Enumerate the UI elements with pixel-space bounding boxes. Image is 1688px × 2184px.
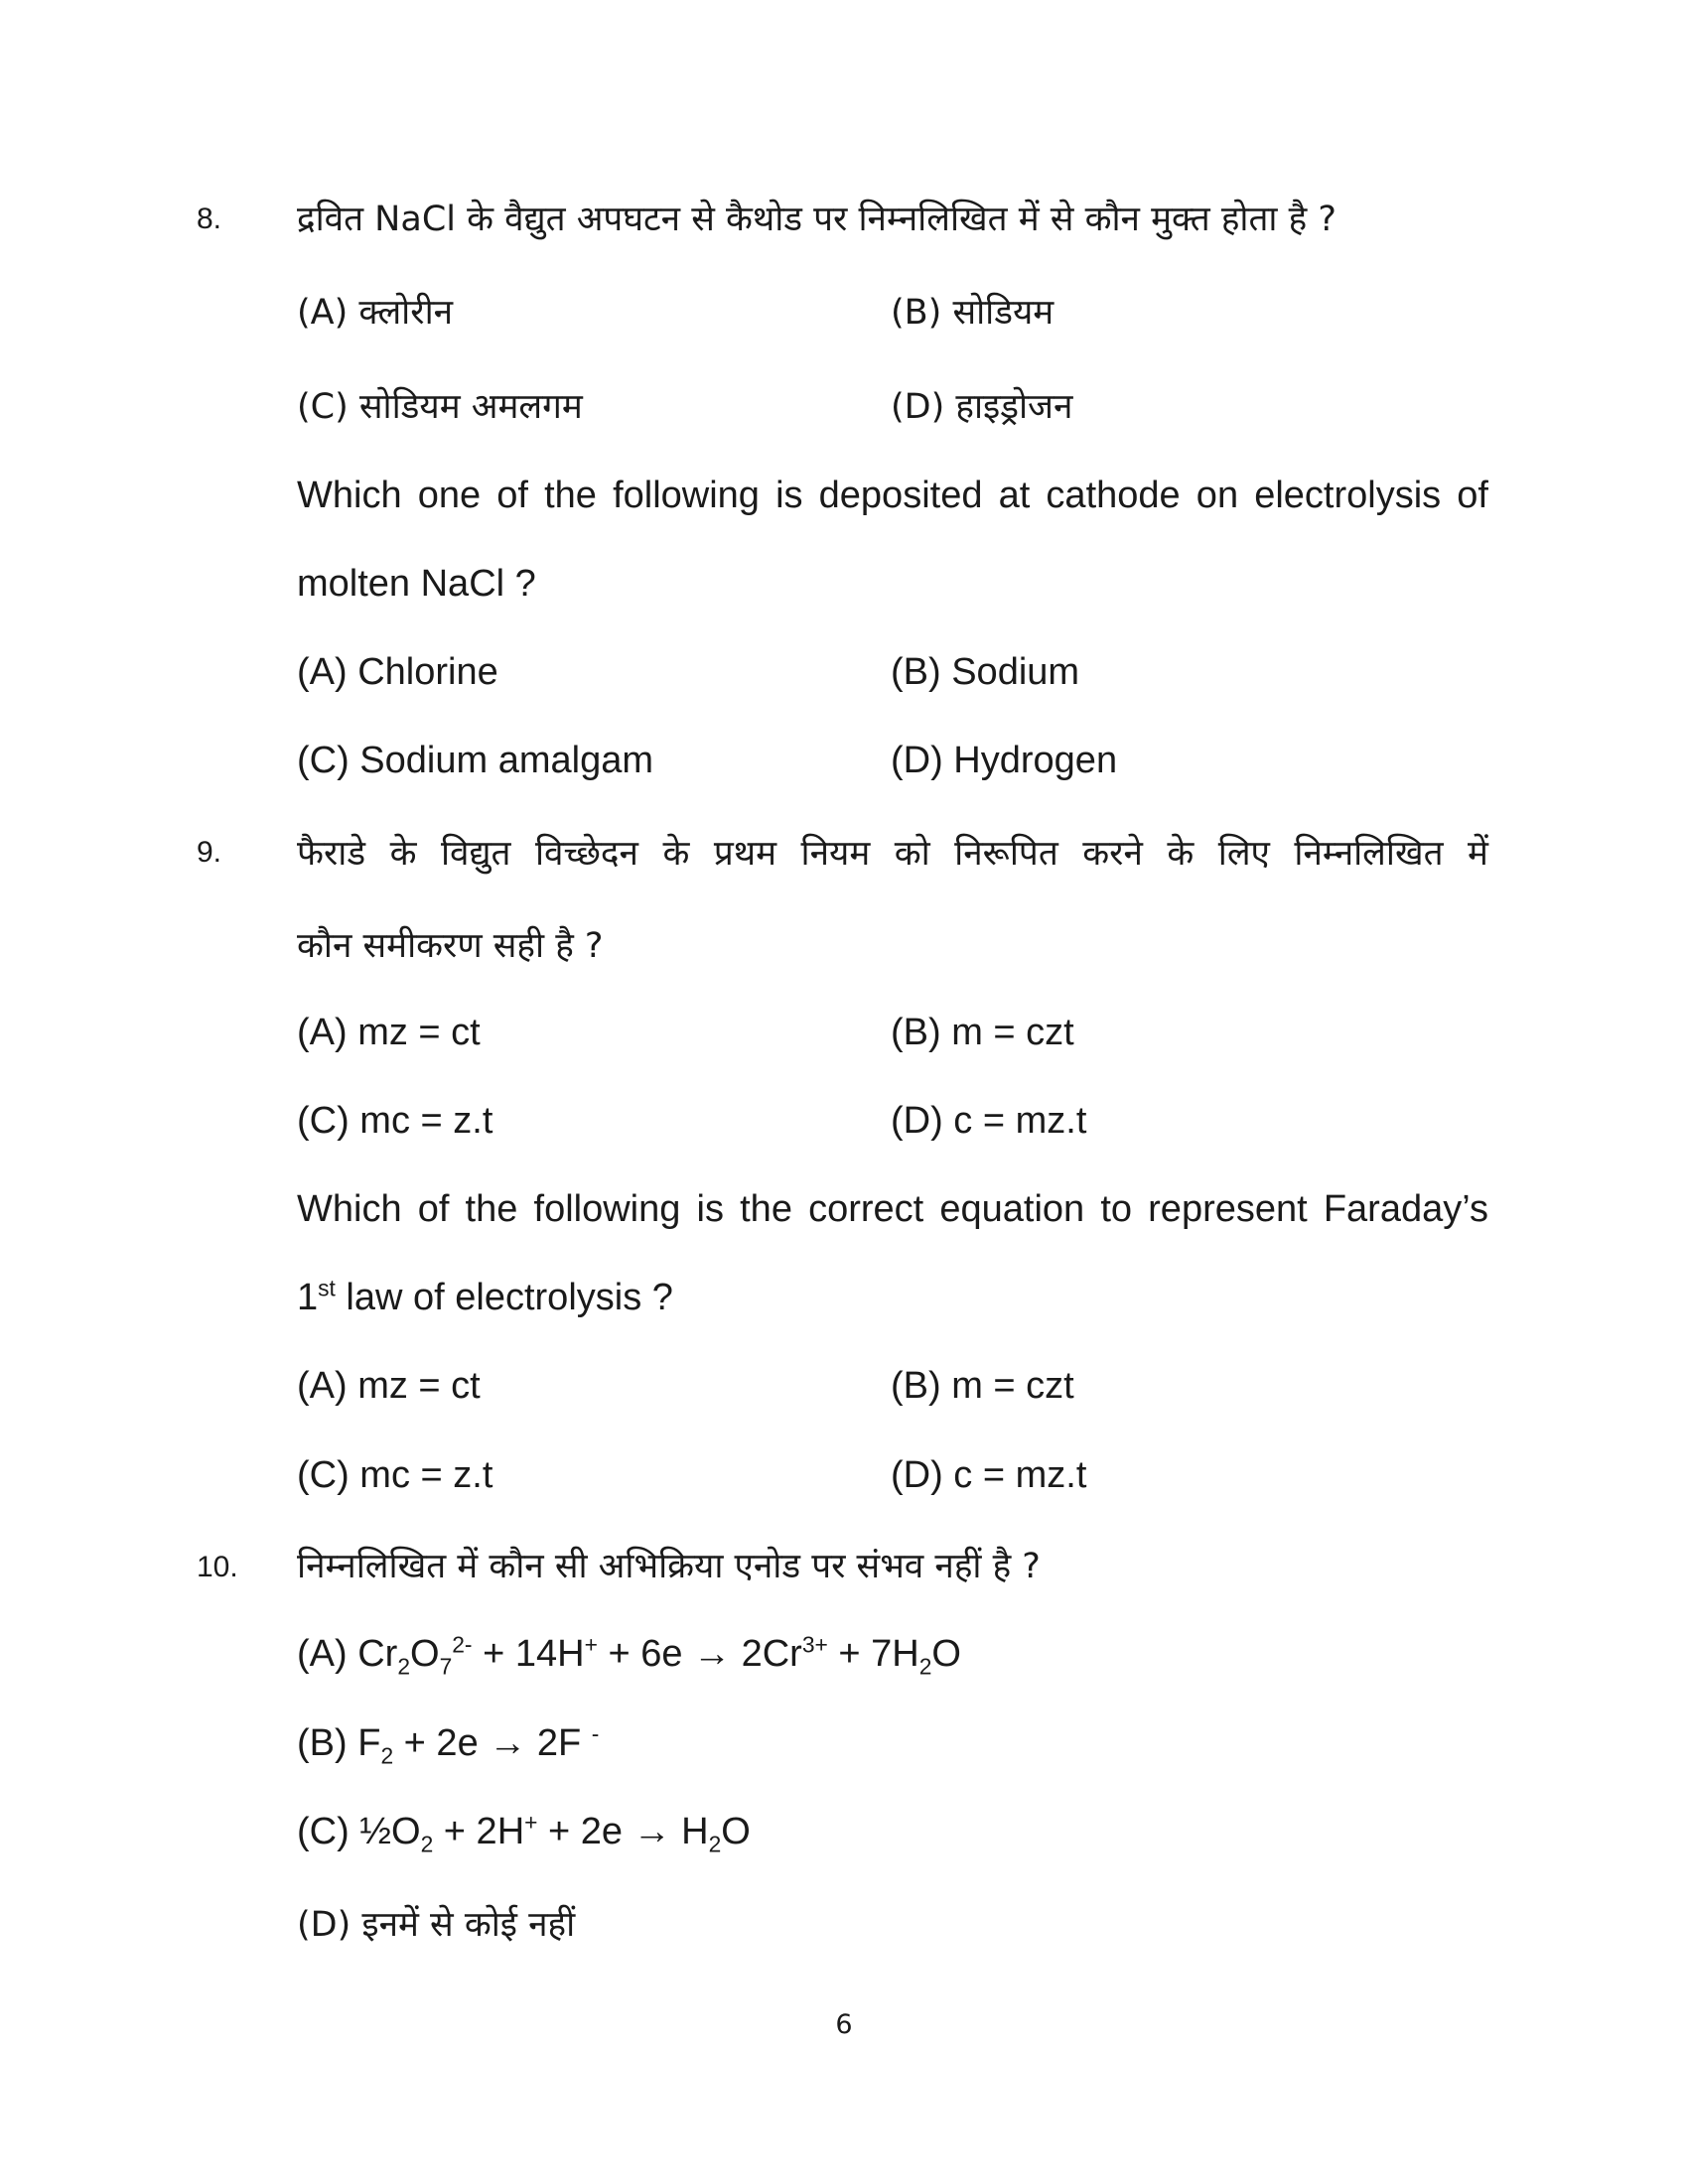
question-9-hindi-text-line2: कौन समीकरण सही है ? bbox=[297, 926, 604, 966]
question-9-hindi-option-c: (C) mc = z.t bbox=[297, 1100, 493, 1142]
question-9-english-text-line2-rest: law of electrolysis ? bbox=[335, 1277, 673, 1318]
question-10-option-b: (B) $F_2 + 2e \to 2F$ - bbox=[297, 1720, 600, 1769]
question-10-option-c: (C) $\frac{1}{2}O_2 + 2H^+ + 2e \to H_2O$ bbox=[297, 1809, 751, 1857]
ordinal-number: 1 bbox=[297, 1277, 319, 1318]
arrow-right-icon: → bbox=[489, 1722, 527, 1764]
question-9-english-text-line1: Which of the following is the correct equation to represent Faraday’s bbox=[297, 1188, 1488, 1230]
question-9-hindi-option-a: (A) mz = ct bbox=[297, 1012, 481, 1053]
question-9-hindi-text-line1: फैराडे के विद्युत विच्छेदन के प्रथम नियम को निरूपित करने के लिए निम्नलिखित में bbox=[297, 834, 1488, 874]
question-10-option-d: (D) इनमें से कोई नहीं bbox=[297, 1905, 576, 1945]
question-9-english-option-d: (D) c = mz.t bbox=[891, 1454, 1087, 1496]
question-9-english-text-line2 bbox=[297, 1277, 673, 1319]
question-9-hindi-option-d: (D) c = mz.t bbox=[891, 1100, 1087, 1142]
question-10-hindi-text: निम्नलिखित में कौन सी अभिक्रिया एनोड पर संभव नहीं है ? bbox=[297, 1547, 1041, 1586]
question-8-english-text-line2: molten NaCl ? bbox=[297, 563, 536, 605]
question-9-english-option-a: (A) mz = ct bbox=[297, 1365, 481, 1407]
question-8-hindi-text: द्रवित NaCl के वैद्युत अपघटन से कैथोड पर निम्नलिखित में से कौन मुक्त होता है ? bbox=[297, 200, 1336, 239]
arrow-right-icon: → bbox=[633, 1811, 671, 1852]
question-8-english-option-d: (D) Hydrogen bbox=[891, 740, 1118, 781]
question-10-option-a: (A) $Cr_2O_7^{2-} + 14H^+ + 6e \to 2Cr^{3+} + 7H_2O$ bbox=[297, 1631, 961, 1680]
question-8-hindi-option-a: (A) क्लोरीन bbox=[297, 293, 454, 333]
ordinal-suffix: st bbox=[318, 1275, 336, 1301]
question-8-english-option-a: (A) Chlorine bbox=[297, 651, 498, 693]
question-9-english-option-c: (C) mc = z.t bbox=[297, 1454, 493, 1496]
question-8-hindi-option-b: (B) सोडियम bbox=[891, 293, 1055, 333]
question-8-hindi-option-c: (C) सोडियम अमलगम bbox=[297, 387, 583, 427]
question-8-english-option-c: (C) Sodium amalgam bbox=[297, 740, 653, 781]
arrow-right-icon: → bbox=[693, 1633, 732, 1675]
question-10-number: 10. bbox=[197, 1551, 238, 1583]
question-8-english-option-b: (B) Sodium bbox=[891, 651, 1080, 693]
question-8-hindi-option-d: (D) हाइड्रोजन bbox=[891, 387, 1073, 427]
question-8-english-text-line1: Which one of the following is deposited at cathode on electrolysis of bbox=[297, 475, 1488, 516]
question-8-number: 8. bbox=[197, 203, 222, 235]
question-9-hindi-option-b: (B) m = czt bbox=[891, 1012, 1074, 1053]
question-9-number: 9. bbox=[197, 836, 222, 869]
question-9-english-option-b: (B) m = czt bbox=[891, 1365, 1074, 1407]
page-number: 6 bbox=[835, 2009, 853, 2040]
